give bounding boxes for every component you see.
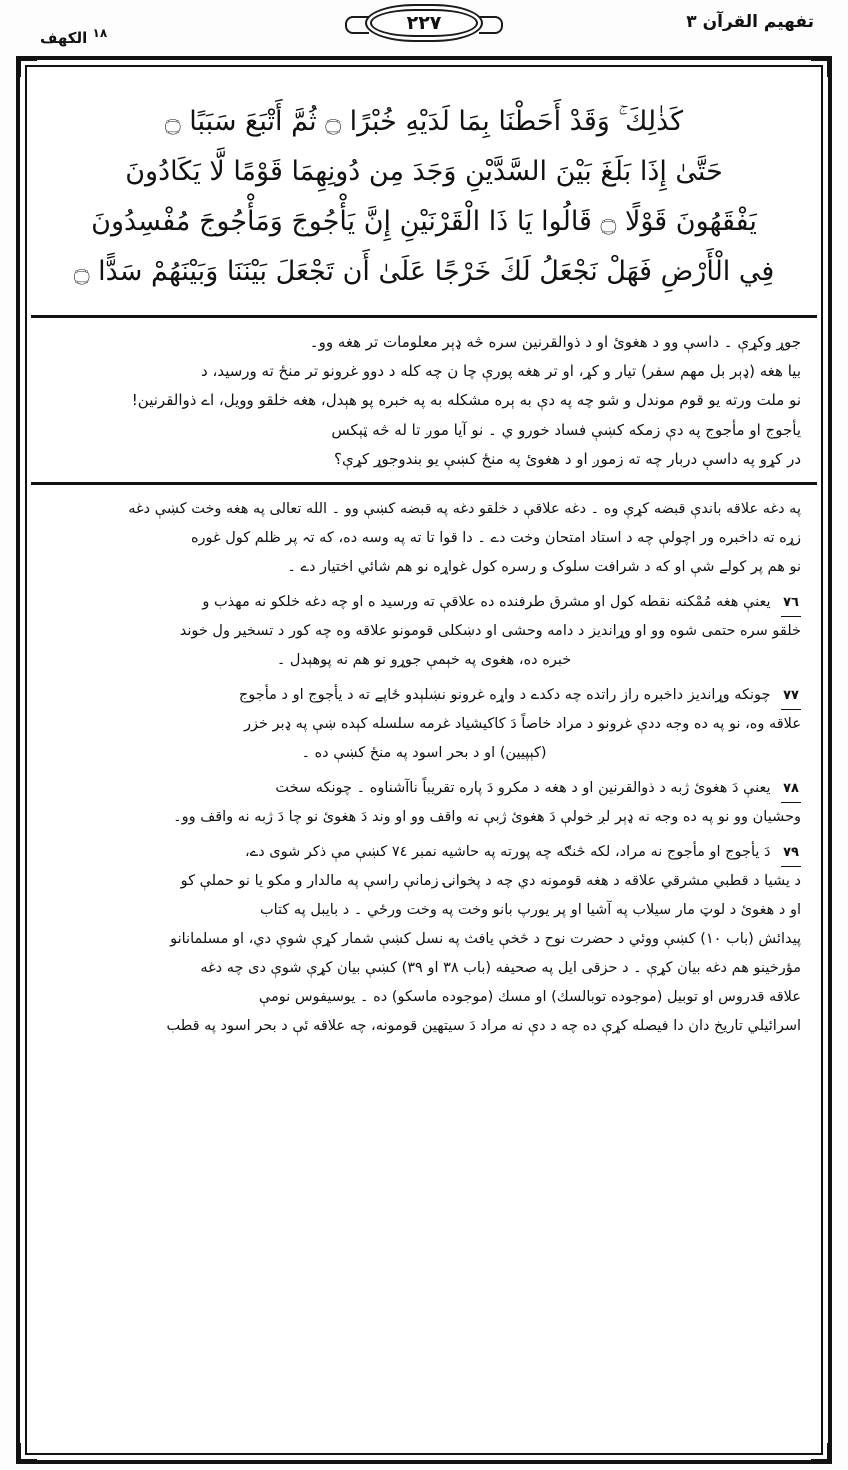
page-border-outer [16,56,832,1464]
surah-name [40,26,107,47]
note-text: چونكه وړانديز داخبره راز راتده چه دکدے د واړه غرونو نښلېدو ځاپے ته د يأجوج او د مأجوج [238,687,771,703]
note-text-line: خلقو سره حتمى شوه وو او وړانديز د دامه وحشى او دښكلى قومونو علاقه وه چه کور د تسخير ول خوند [179,623,801,639]
note-text: يعنې دَ هغوئ ژبه د ذوالقرنين او د هغه د مكرو دَ پاره تقريباً ناآشناوه ۔ چونكه سخت [275,780,771,796]
note-text-line: اسرائيلي تاريخ دان دا فيصله کړې دە چه د دې نه مراد دَ سيتهين قومونه، چه علاقه ئې د بحر اسود په قطب [166,1018,801,1034]
translation-line: نو ملت ورته يو قوم موندل و شو چه په دې به ېره مشكله به په خبره پو هېدل، هغه خلقو وويل، اے ذوالقرنين! [131,391,801,410]
note-text-line: (کېپيين) او د بحر اسود په منځ کښې ده ۔ [301,745,547,761]
note-number: ٧٧ [781,683,801,710]
translation-line: در کړو په داسې دربار چه ته زموږ او د هغوئ په منځ کښې يو بندوجوړ کړې؟ [334,449,801,468]
page-header [0,0,848,58]
translation-block [31,318,817,485]
quran-line: كَذٰلِكَ ۚ وَقَدْ أَحَطْنَا بِمَا لَدَيْهِ خُبْرًا ۝ ثُمَّ أَتْبَعَ سَبَبًا ۝ [164,106,684,137]
note-text-line: علاقه وه، نو په ده وجه ددې غرونو د مراد خاصاً دَ کاکيشياد غرمه سلسله کېده ښې په ډبر خزر [243,716,801,732]
note-text-line: مؤرخينو هم دغه بيان کړې ۔ د حزقی ایل په صحیفه (باب ٣٨ او ٣٩) کښې بيان کړې شوې دى چه دغه [200,960,801,976]
tafsir-note [47,774,801,803]
tafsir-notes-block [31,485,817,1055]
note-text: يعنې هغه مُمْكنه نقطه کول او مشرق طرفنده ده علاقې ته ورسيد ه او چه دغه خلكو نه مهذب و [202,594,771,610]
surah-number: ١٨ [92,26,108,40]
note-number: ٧٩ [781,840,801,867]
tafsir-line: زړه ته داخبره ور اچولې چه د استاد امتحان وخت دے ۔ دا قوا تا ته په وسه ده، که تہ پر ظلم کول غوره [190,530,801,546]
tafsir-note [47,588,801,617]
note-text-line: خبره ده، هغوى په خېمې جوړو نو هم نه پوهېدل ۔ [276,652,572,668]
note-text-line: وحشيان وو نو په ده وجه نه ډېر لږ خولې دَ هغوئ ژبې نه واقف وو او وند دَ هغوئ نو چا دَ ژبه نه واقف وو۔ [173,809,801,825]
note-number: ٧٦ [781,590,801,617]
book-title-text: تفهيم القرآن ٣ [686,12,814,32]
tafsir-line: په دغه علاقه باندې قبضه کړې وه ۔ دغه علاقې د خلقو دغه په قبضه کښې وو ۔ الله تعالى په هغه وخت کښې دغه [128,501,801,517]
quran-verses-block [31,71,817,318]
translation-line: بيا هغه (ډېر بل مهم سفر) تيار و کړ، او تر هغه پورې چا ن چه کله د دوو غرونو تر منځ ته ورسيد، د [201,362,801,380]
quran-line: حَتَّىٰ إِذَا بَلَغَ بَيْنَ السَّدَّيْنِ وَجَدَ مِن دُونِهِمَا قَوْمًا لَّا يَكَادُونَ [125,155,723,187]
note-text-line: او د هغوئ د لوټ مار سيلاب په آشيا او پر يورپ بانو وخت په وخت ورځي ۔ د بايبل په كتاب [259,902,801,918]
medallion-flourish-left-icon [345,16,369,34]
quran-line: فِي الْأَرْضِ فَهَلْ نَجْعَلُ لَكَ خَرْجًا عَلَىٰ أَن تَجْعَلَ بَيْنَنَا وَبَيْنَهُمْ سَدًّا ۝ [73,255,775,287]
quran-line: يَفْقَهُونَ قَوْلًا ۝ قَالُوا يَا ذَا الْقَرْنَيْنِ إِنَّ يَأْجُوجَ وَمَأْجُوجَ مُفْسِدُونَ [91,205,757,237]
note-text-line: پیدائش (باب ١٠) کښې ووئي د حضرت نوح د څخې يافث په نسل کښې شمار کړې شوې دي، او مسلمانانو [170,931,801,947]
page-number-medallion [365,4,483,42]
note-number: ٧٨ [781,776,801,803]
translation-line: جوړ وکړې ۔ داسې وو د هغوئ او د ذوالقرنين سره څه ډېر معلومات تر هغه وو۔ [309,332,801,351]
tafsir-note [47,681,801,710]
tafsir-line: نو هم پر کولے شې او که د شرافت سلوک و رسره کول غواړه نو هم شائي اختيار دے ۔ [287,559,801,575]
tafsir-note [47,838,801,867]
book-title [686,12,814,32]
surah-name-text: الكهف [40,29,88,47]
medallion-flourish-right-icon [479,16,503,34]
translation-line: يأجوج او مأجوج په دې زمكه كښې فساد خورو ي ۔ نو آيا موږ تا له څه ټېکس [331,420,801,439]
page-content [31,71,817,1449]
note-text-line: د يشيا د قطبي مشرقي علاقه د هغه قومونه دي چه د پخوانۍ زمانې راسې په مالدار و مكو يا نو حملې کو [180,873,801,889]
page-number: ٢٢٧ [406,12,442,34]
note-text-line: علاقه قدروس او توبيل (موجوده توبالسك) او مسك (موجوده ماسكو) ده ۔ يوسيفوس نومې [258,989,801,1005]
note-text: دَ يأجوج او مأجوج نه مراد، لكه څنګه چه پورته په حاشيه نمبر ٧٤ کښې مې ذکر شوى دے، [245,844,771,860]
